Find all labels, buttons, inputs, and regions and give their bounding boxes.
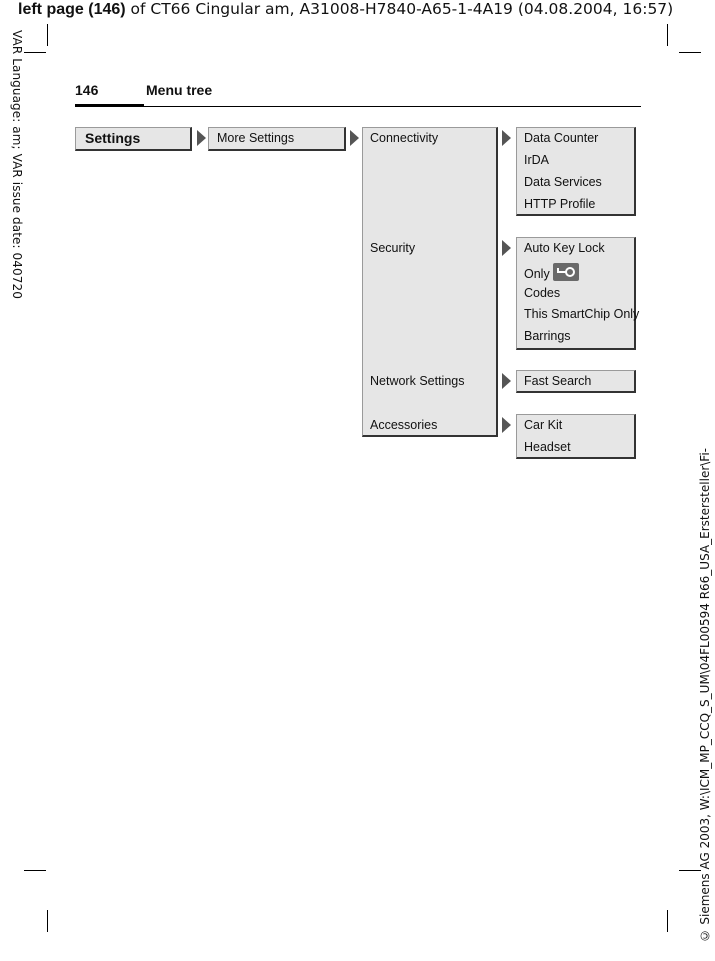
crop-mark (47, 910, 48, 932)
page-title: Menu tree (146, 82, 213, 98)
menu-item-only (524, 263, 579, 281)
triangle-right-icon (350, 130, 359, 146)
menu-item-connectivity: Connectivity (370, 131, 439, 145)
security-submenu (516, 237, 640, 350)
connectivity-submenu (516, 127, 636, 216)
menu-item-headset: Headset (524, 440, 571, 454)
menu-item-barrings: Barrings (524, 329, 571, 343)
page-label: left page (146) (18, 1, 126, 18)
accessories-submenu (516, 414, 636, 459)
menu-settings-label: Settings (85, 130, 141, 146)
copyright-note: © Siemens AG 2003, W:\ICM_MP_CCQ_S_UM\04FL00594 R66_USA_Erstersteller\Fi- (698, 448, 712, 943)
menu-more-settings-submenu (362, 127, 498, 437)
menu-item-codes: Codes (524, 286, 561, 300)
menu-item-accessories: Accessories (370, 418, 438, 432)
menu-item-fast-search: Fast Search (524, 374, 592, 388)
menu-item-this-smartchip-only: This SmartChip Only (524, 307, 640, 321)
crop-mark (679, 52, 701, 53)
crop-mark (47, 24, 48, 46)
document-info: of CT66 Cingular am, A31008-H7840-A65-1-4A19 (04.08.2004, 16:57) (125, 0, 674, 18)
menu-item-irda: IrDA (524, 153, 549, 167)
menu-item-data-services: Data Services (524, 175, 602, 189)
menu-more-settings-label: More Settings (217, 131, 295, 145)
crop-mark (667, 910, 668, 932)
triangle-right-icon (502, 240, 511, 256)
menu-item-car-kit: Car Kit (524, 418, 563, 432)
key-icon (553, 263, 579, 281)
page-number: 146 (75, 82, 99, 98)
language-issue-note: VAR Language: am; VAR issue date: 040720 (10, 30, 24, 299)
crop-mark (24, 52, 46, 53)
menu-item-security: Security (370, 241, 416, 255)
document-header (18, 0, 673, 19)
triangle-right-icon (502, 130, 511, 146)
crop-mark (667, 24, 668, 46)
triangle-right-icon (197, 130, 206, 146)
menu-item-auto-key-lock: Auto Key Lock (524, 241, 605, 255)
menu-item-data-counter: Data Counter (524, 131, 599, 145)
menu-more-settings (208, 127, 346, 151)
menu-item-only-label: Only (524, 267, 550, 281)
heading-rule (75, 106, 641, 107)
menu-item-network-settings: Network Settings (370, 374, 465, 388)
triangle-right-icon (502, 417, 511, 433)
crop-mark (24, 870, 46, 871)
triangle-right-icon (502, 373, 511, 389)
menu-settings (75, 127, 192, 151)
menu-item-http-profile: HTTP Profile (524, 197, 596, 211)
network-settings-submenu (516, 370, 636, 393)
